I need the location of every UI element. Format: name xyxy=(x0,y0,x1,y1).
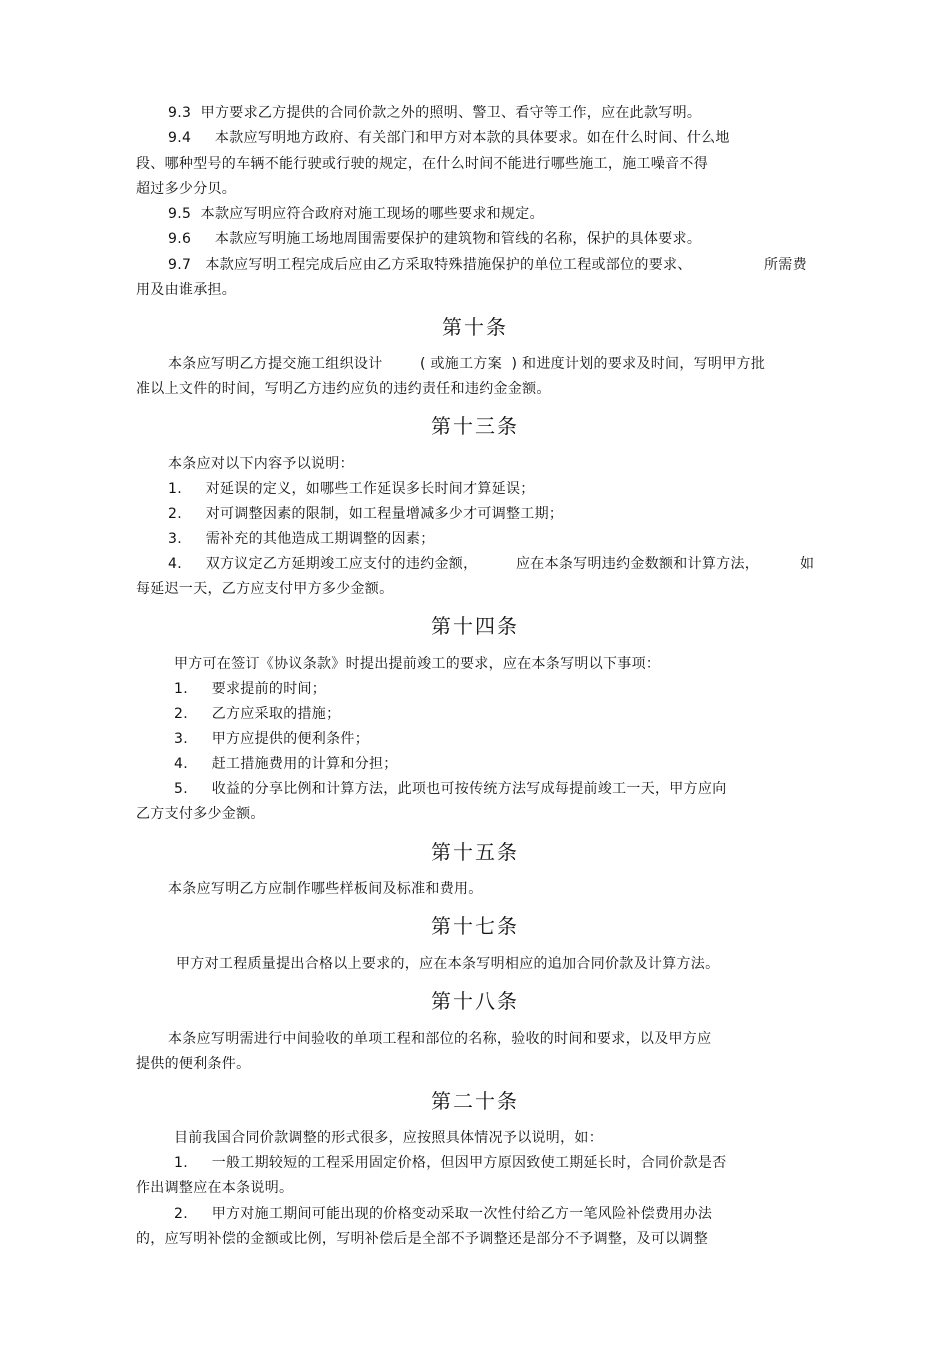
text-line: 2. 甲方对施工期间可能出现的价格变动采取一次性付给乙方一笔风险补偿费用办法 xyxy=(174,1206,713,1222)
text-line: 本条应对以下内容予以说明： xyxy=(168,456,354,472)
text-line: 本条应写明需进行中间验收的单项工程和部位的名称，验收的时间和要求，以及甲方应 xyxy=(168,1031,712,1047)
text-line: 本条应写明乙方提交施工组织设计 xyxy=(168,356,383,372)
text-line: 乙方支付多少金额。 xyxy=(136,806,265,822)
text-line: 超过多少分贝。 xyxy=(136,181,237,197)
section-heading: 第二十条 xyxy=(431,1089,519,1113)
text-line: 4. 赶工措施费用的计算和分担； xyxy=(174,756,398,772)
text-line: 如 xyxy=(800,556,815,572)
section-heading: 第十条 xyxy=(442,315,508,339)
text-line: 的，应写明补偿的金额或比例，写明补偿后是全部不予调整还是部分不予调整，及可以调整 xyxy=(136,1231,708,1247)
text-line: 甲方可在签订《协议条款》时提出提前竣工的要求，应在本条写明以下事项： xyxy=(174,656,661,672)
text-line: 9.5 本款应写明应符合政府对施工现场的哪些要求和规定。 xyxy=(168,206,544,222)
text-line: 9.4 本款应写明地方政府、有关部门和甲方对本款的具体要求。如在什么时间、什么地 xyxy=(168,130,730,146)
text-line: 每延迟一天，乙方应支付甲方多少金额。 xyxy=(136,581,394,597)
section-heading: 第十三条 xyxy=(431,414,519,438)
text-line: 3. 需补充的其他造成工期调整的因素； xyxy=(168,531,435,547)
text-line: 9.7 本款应写明工程完成后应由乙方采取特殊措施保护的单位工程或部位的要求、 xyxy=(168,257,692,273)
text-line: 目前我国合同价款调整的形式很多，应按照具体情况予以说明，如： xyxy=(174,1130,603,1146)
text-line: 1. 一般工期较短的工程采用固定价格，但因甲方原因致使工期延长时，合同价款是否 xyxy=(174,1155,727,1171)
section-heading: 第十四条 xyxy=(431,614,519,638)
text-line: ( 或施工方案 ) 和进度计划的要求及时间，写明甲方批 xyxy=(420,356,766,372)
text-line: 9.3 甲方要求乙方提供的合同价款之外的照明、警卫、看守等工作，应在此款写明。 xyxy=(168,105,702,121)
section-heading: 第十八条 xyxy=(431,989,519,1013)
text-line: 提供的便利条件。 xyxy=(136,1056,251,1072)
section-heading: 第十七条 xyxy=(431,914,519,938)
text-line: 1. 要求提前的时间； xyxy=(174,681,327,697)
text-line: 段、哪种型号的车辆不能行驶或行驶的规定，在什么时间不能进行哪些施工，施工噪音不得 xyxy=(136,156,708,172)
text-line: 2. 乙方应采取的措施； xyxy=(174,706,341,722)
text-line: 本条应写明乙方应制作哪些样板间及标准和费用。 xyxy=(168,881,483,897)
section-heading: 第十五条 xyxy=(431,840,519,864)
text-line: 5. 收益的分享比例和计算方法，此项也可按传统方法写成每提前竣工一天，甲方应向 xyxy=(174,781,727,797)
text-line: 应在本条写明违约金数额和计算方法， xyxy=(516,556,760,572)
text-line: 3. 甲方应提供的便利条件； xyxy=(174,731,370,747)
text-line: 4. 双方议定乙方延期竣工应支付的违约金额， xyxy=(168,556,478,572)
text-line: 作出调整应在本条说明。 xyxy=(136,1180,294,1196)
text-line: 9.6 本款应写明施工场地周围需要保护的建筑物和管线的名称，保护的具体要求。 xyxy=(168,231,702,247)
text-line: 2. 对可调整因素的限制，如工程量增减多少才可调整工期； xyxy=(168,506,564,522)
text-line: 1. 对延误的定义，如哪些工作延误多长时间才算延误； xyxy=(168,481,535,497)
text-line: 所需费 xyxy=(764,257,807,273)
text-line: 用及由谁承担。 xyxy=(136,282,237,298)
text-line: 甲方对工程质量提出合格以上要求的，应在本条写明相应的追加合同价款及计算方法。 xyxy=(176,956,720,972)
text-line: 准以上文件的时间，写明乙方违约应负的违约责任和违约金金额。 xyxy=(136,381,551,397)
